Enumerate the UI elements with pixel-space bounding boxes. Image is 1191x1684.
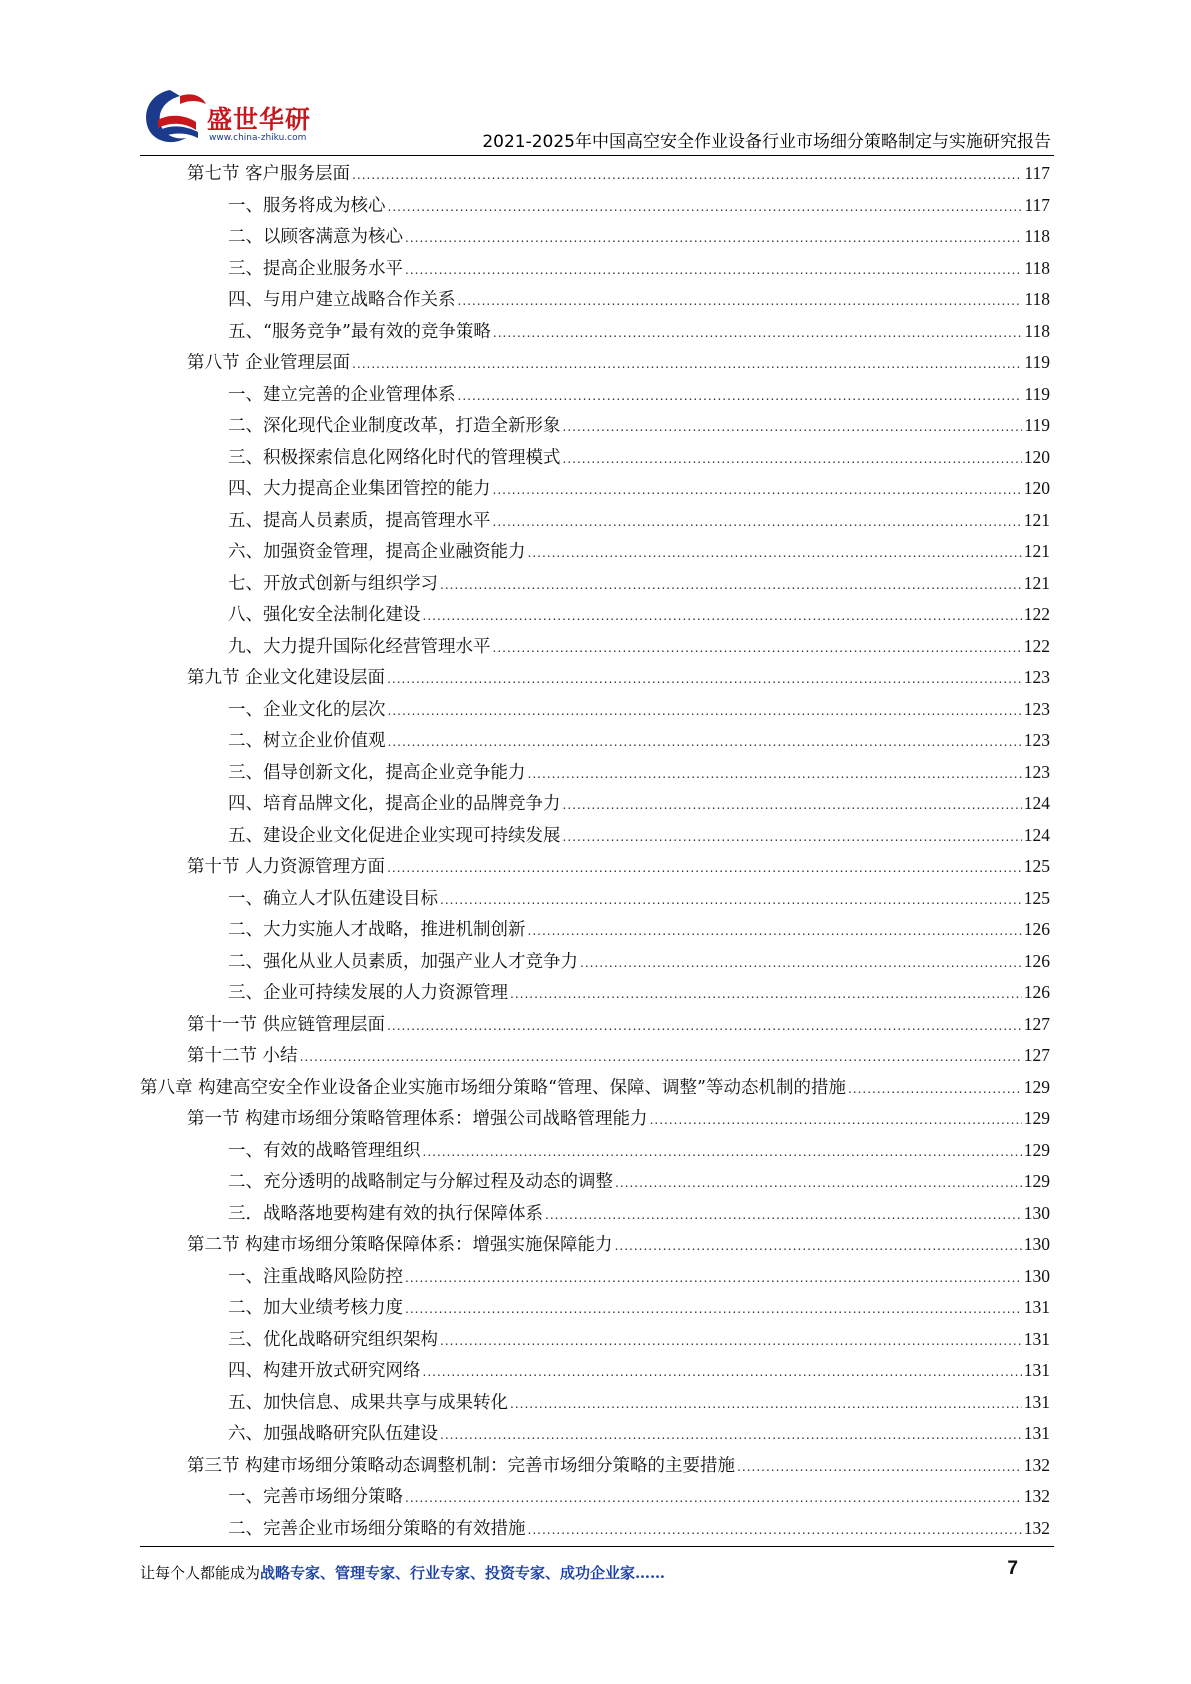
toc-entry-page: 130: [1023, 1234, 1050, 1254]
toc-entry[interactable]: [140, 1513, 1050, 1545]
toc-entry-page: 119: [1024, 352, 1050, 372]
toc-entry-title: 七、开放式创新与组织学习: [228, 573, 438, 594]
toc-entry[interactable]: [140, 662, 1050, 694]
toc-leader-dots: [493, 318, 1022, 350]
toc-entry-title: 第十一节 供应链管理层面: [187, 1014, 386, 1035]
toc-entry[interactable]: [140, 946, 1050, 978]
toc-leader-dots: [405, 1294, 1022, 1326]
toc-entry-title: 一、注重战略风险防控: [228, 1266, 403, 1287]
footer-divider: [140, 1546, 1054, 1547]
toc-entry[interactable]: [140, 221, 1050, 253]
toc-entry[interactable]: [140, 473, 1050, 505]
toc-entry-title: 三．战略落地要构建有效的执行保障体系: [228, 1203, 543, 1224]
page-number: 7: [1007, 1558, 1018, 1579]
toc-entry-title: 第八章 构建高空安全作业设备企业实施市场细分策略“管理、保障、调整”等动态机制的措施: [140, 1077, 846, 1098]
toc-entry-title: 一、完善市场细分策略: [228, 1487, 403, 1507]
toc-leader-dots: [405, 255, 1022, 287]
toc-entry-title: 四、构建开放式研究网络: [228, 1361, 421, 1381]
toc-leader-dots: [528, 916, 1022, 948]
toc-entry-page: 127: [1023, 1013, 1050, 1034]
toc-entry[interactable]: [140, 851, 1050, 883]
toc-leader-dots: [528, 759, 1022, 791]
toc-entry[interactable]: [140, 1355, 1050, 1387]
toc-entry-title: 五、加快信息、成果共享与成果转化: [228, 1392, 508, 1413]
toc-entry-page: 120: [1023, 446, 1050, 467]
toc-entry[interactable]: [140, 284, 1050, 316]
toc-entry-title: 一、服务将成为核心: [228, 195, 386, 216]
toc-leader-dots: [387, 664, 1022, 696]
toc-entry-page: 121: [1023, 541, 1050, 561]
toc-entry[interactable]: [140, 631, 1050, 663]
toc-leader-dots: [440, 1326, 1022, 1358]
toc-entry-page: 132: [1023, 1486, 1050, 1506]
toc-entry[interactable]: [140, 410, 1050, 442]
toc-entry-title: 八、强化安全法制化建设: [228, 605, 421, 625]
toc-entry[interactable]: [140, 442, 1050, 474]
toc-leader-dots: [528, 538, 1022, 570]
toc-entry[interactable]: [140, 725, 1050, 757]
toc-entry-title: 六、加强战略研究队伍建设: [228, 1424, 438, 1444]
toc-leader-dots: [615, 1231, 1022, 1263]
toc-leader-dots: [300, 1042, 1022, 1074]
toc-entry-page: 117: [1024, 163, 1050, 183]
logo-url: www.china-zhiku.com: [209, 133, 307, 143]
toc-entry-title: 第九节 企业文化建设层面: [187, 668, 386, 688]
toc-entry-page: 123: [1023, 761, 1050, 782]
toc-entry[interactable]: [140, 347, 1050, 379]
toc-leader-dots: [737, 1452, 1022, 1484]
toc-leader-dots: [493, 475, 1022, 507]
toc-entry[interactable]: [140, 788, 1050, 820]
logo-name: 盛世华研: [207, 105, 312, 134]
toc-leader-dots: [580, 948, 1022, 980]
toc-entry-page: 123: [1023, 667, 1050, 687]
toc-leader-dots: [388, 696, 1022, 728]
toc-entry-title: 第十节 人力资源管理方面: [187, 857, 386, 877]
toc-entry-page: 126: [1023, 950, 1050, 971]
toc-entry-title: 一、建立完善的企业管理体系: [228, 384, 456, 405]
toc-entry-title: 三、提高企业服务水平: [228, 258, 403, 279]
toc-entry[interactable]: [140, 1481, 1050, 1513]
toc-entry-page: 118: [1024, 226, 1050, 246]
toc-leader-dots: [352, 160, 1022, 192]
toc-entry[interactable]: [140, 1450, 1050, 1482]
toc-entry-title: 二、充分透明的战略制定与分解过程及动态的调整: [228, 1172, 613, 1192]
toc-entry-title: 三、倡导创新文化，提高企业竞争能力: [228, 762, 526, 783]
toc-entry[interactable]: [140, 1072, 1050, 1104]
toc-entry-title: 九、大力提升国际化经营管理水平: [228, 636, 491, 657]
toc-entry[interactable]: [140, 599, 1050, 631]
toc-entry-title: 四、培育品牌文化，提高企业的品牌竞争力: [228, 794, 561, 814]
toc-leader-dots: [563, 412, 1023, 444]
toc-leader-dots: [405, 223, 1022, 255]
toc-entry[interactable]: [140, 568, 1050, 600]
toc-entry-title: 二、大力实施人才战略，推进机制创新: [228, 920, 526, 940]
toc-entry[interactable]: [140, 379, 1050, 411]
toc-entry-page: 118: [1024, 320, 1050, 341]
toc-entry-title: 六、加强资金管理，提高企业融资能力: [228, 542, 526, 562]
toc-entry[interactable]: [140, 1103, 1050, 1135]
toc-entry-page: 124: [1023, 824, 1050, 845]
toc-entry-title: 三、优化战略研究组织架构: [228, 1329, 438, 1350]
toc-leader-dots: [423, 601, 1022, 633]
toc-leader-dots: [423, 1137, 1022, 1169]
toc-entry[interactable]: [140, 316, 1050, 348]
toc-leader-dots: [405, 1483, 1022, 1515]
toc-entry-title: 一、确立人才队伍建设目标: [228, 888, 438, 909]
toc-entry[interactable]: [140, 1009, 1050, 1041]
toc-entry-page: 129: [1023, 1076, 1050, 1097]
toc-entry-page: 121: [1023, 572, 1050, 593]
toc-entry-title: 四、大力提高企业集团管控的能力: [228, 479, 491, 499]
toc-entry-page: 131: [1023, 1391, 1050, 1412]
toc-entry[interactable]: [140, 158, 1050, 190]
toc-leader-dots: [563, 444, 1022, 476]
toc-leader-dots: [388, 727, 1022, 759]
toc-entry[interactable]: [140, 1229, 1050, 1261]
toc-entry[interactable]: [140, 1198, 1050, 1230]
toc-entry-page: 125: [1023, 887, 1050, 908]
page-header: [0, 0, 1191, 150]
toc-entry-page: 125: [1023, 856, 1050, 876]
toc-entry[interactable]: [140, 1292, 1050, 1324]
toc-entry-title: 第八节 企业管理层面: [187, 353, 351, 373]
toc-entry-page: 118: [1024, 257, 1050, 278]
toc-entry-title: 第十二节 小结: [187, 1046, 298, 1066]
toc-leader-dots: [440, 570, 1022, 602]
toc-entry[interactable]: [140, 757, 1050, 789]
toc-entry-page: 119: [1024, 415, 1050, 435]
toc-entry-title: 一、有效的战略管理组织: [228, 1140, 421, 1161]
toc-leader-dots: [423, 1357, 1022, 1389]
toc-entry-page: 118: [1024, 289, 1050, 309]
header-divider: [140, 155, 1054, 156]
toc-leader-dots: [458, 381, 1023, 413]
toc-leader-dots: [405, 1263, 1022, 1295]
toc-entry-title: 四、与用户建立战略合作关系: [228, 290, 456, 310]
toc-entry-title: 五、建设企业文化促进企业实现可持续发展: [228, 825, 561, 846]
toc-entry-title: 二、以顾客满意为核心: [228, 227, 403, 247]
toc-entry-page: 124: [1023, 793, 1050, 813]
toc-entry-page: 131: [1023, 1360, 1050, 1380]
footer-slogan: [140, 1562, 665, 1583]
document-title: 2021-2025年中国高空安全作业设备行业市场细分策略制定与实施研究报告: [482, 132, 1051, 152]
toc-entry[interactable]: [140, 1418, 1050, 1450]
toc-entry[interactable]: [140, 1387, 1050, 1419]
table-of-contents: [140, 158, 1050, 1544]
toc-entry-title: 三、企业可持续发展的人力资源管理: [228, 983, 508, 1003]
toc-leader-dots: [493, 507, 1022, 539]
toc-entry-title: 第二节 构建市场细分策略保障体系：增强实施保障能力: [187, 1235, 613, 1255]
toc-entry[interactable]: [140, 977, 1050, 1009]
toc-entry-page: 129: [1023, 1108, 1050, 1128]
toc-entry[interactable]: [140, 1324, 1050, 1356]
toc-entry-page: 131: [1023, 1328, 1050, 1349]
toc-entry-title: 二、深化现代企业制度改革，打造全新形象: [228, 416, 561, 436]
toc-entry[interactable]: [140, 914, 1050, 946]
toc-leader-dots: [458, 286, 1023, 318]
toc-entry-title: 一、企业文化的层次: [228, 699, 386, 720]
toc-entry-page: 120: [1023, 478, 1050, 498]
toc-leader-dots: [545, 1200, 1022, 1232]
toc-entry-page: 121: [1023, 509, 1050, 530]
toc-entry-title: 第七节 客户服务层面: [187, 164, 351, 184]
toc-entry-title: 二、强化从业人员素质，加强产业人才竞争力: [228, 951, 578, 972]
toc-leader-dots: [493, 633, 1022, 665]
toc-entry-page: 129: [1023, 1171, 1050, 1191]
footer-slogan-lead: 让每个人都能成为: [140, 1564, 261, 1582]
toc-leader-dots: [563, 790, 1022, 822]
toc-entry[interactable]: [140, 883, 1050, 915]
toc-entry-page: 122: [1023, 604, 1050, 624]
toc-entry[interactable]: [140, 190, 1050, 222]
toc-leader-dots: [615, 1168, 1022, 1200]
toc-leader-dots: [650, 1105, 1022, 1137]
toc-entry[interactable]: [140, 253, 1050, 285]
toc-entry[interactable]: [140, 505, 1050, 537]
footer-slogan-roles: 战略专家、管理专家、行业专家、投资专家、成功企业家……: [260, 1564, 666, 1582]
toc-leader-dots: [528, 1515, 1022, 1547]
toc-leader-dots: [352, 349, 1022, 381]
toc-entry-page: 131: [1023, 1423, 1050, 1443]
toc-entry-page: 131: [1023, 1297, 1050, 1317]
toc-entry-title: 二、树立企业价值观: [228, 731, 386, 751]
toc-entry-page: 130: [1023, 1202, 1050, 1223]
toc-leader-dots: [848, 1074, 1022, 1106]
toc-leader-dots: [510, 979, 1022, 1011]
toc-entry-title: 五、提高人员素质，提高管理水平: [228, 510, 491, 531]
toc-entry-page: 119: [1024, 383, 1050, 404]
toc-entry-page: 123: [1023, 730, 1050, 750]
toc-entry-title: 二、完善企业市场细分策略的有效措施: [228, 1518, 526, 1539]
toc-entry-page: 126: [1023, 919, 1050, 939]
toc-entry-title: 第一节 构建市场细分策略管理体系：增强公司战略管理能力: [187, 1109, 648, 1129]
toc-entry[interactable]: [140, 1261, 1050, 1293]
toc-entry[interactable]: [140, 1040, 1050, 1072]
toc-leader-dots: [510, 1389, 1022, 1421]
toc-entry-page: 126: [1023, 982, 1050, 1002]
toc-leader-dots: [563, 822, 1022, 854]
toc-leader-dots: [388, 192, 1023, 224]
toc-entry[interactable]: [140, 1135, 1050, 1167]
toc-entry[interactable]: [140, 820, 1050, 852]
toc-entry-page: 123: [1023, 698, 1050, 719]
toc-entry-page: 122: [1023, 635, 1050, 656]
toc-leader-dots: [387, 1011, 1022, 1043]
toc-entry-title: 二、加大业绩考核力度: [228, 1298, 403, 1318]
toc-entry[interactable]: [140, 694, 1050, 726]
toc-entry-page: 132: [1023, 1454, 1050, 1475]
toc-entry-title: 三、积极探索信息化网络化时代的管理模式: [228, 447, 561, 468]
toc-leader-dots: [440, 885, 1022, 917]
toc-entry-title: 五、“服务竞争”最有效的竞争策略: [228, 321, 491, 342]
toc-entry-page: 127: [1023, 1045, 1050, 1065]
toc-entry-title: 第三节 构建市场细分策略动态调整机制：完善市场细分策略的主要措施: [187, 1455, 736, 1476]
toc-entry-page: 132: [1023, 1517, 1050, 1538]
toc-entry[interactable]: [140, 536, 1050, 568]
toc-leader-dots: [387, 853, 1022, 885]
toc-entry-page: 130: [1023, 1265, 1050, 1286]
toc-entry-page: 117: [1024, 194, 1050, 215]
toc-entry[interactable]: [140, 1166, 1050, 1198]
toc-leader-dots: [440, 1420, 1022, 1452]
toc-entry-page: 129: [1023, 1139, 1050, 1160]
